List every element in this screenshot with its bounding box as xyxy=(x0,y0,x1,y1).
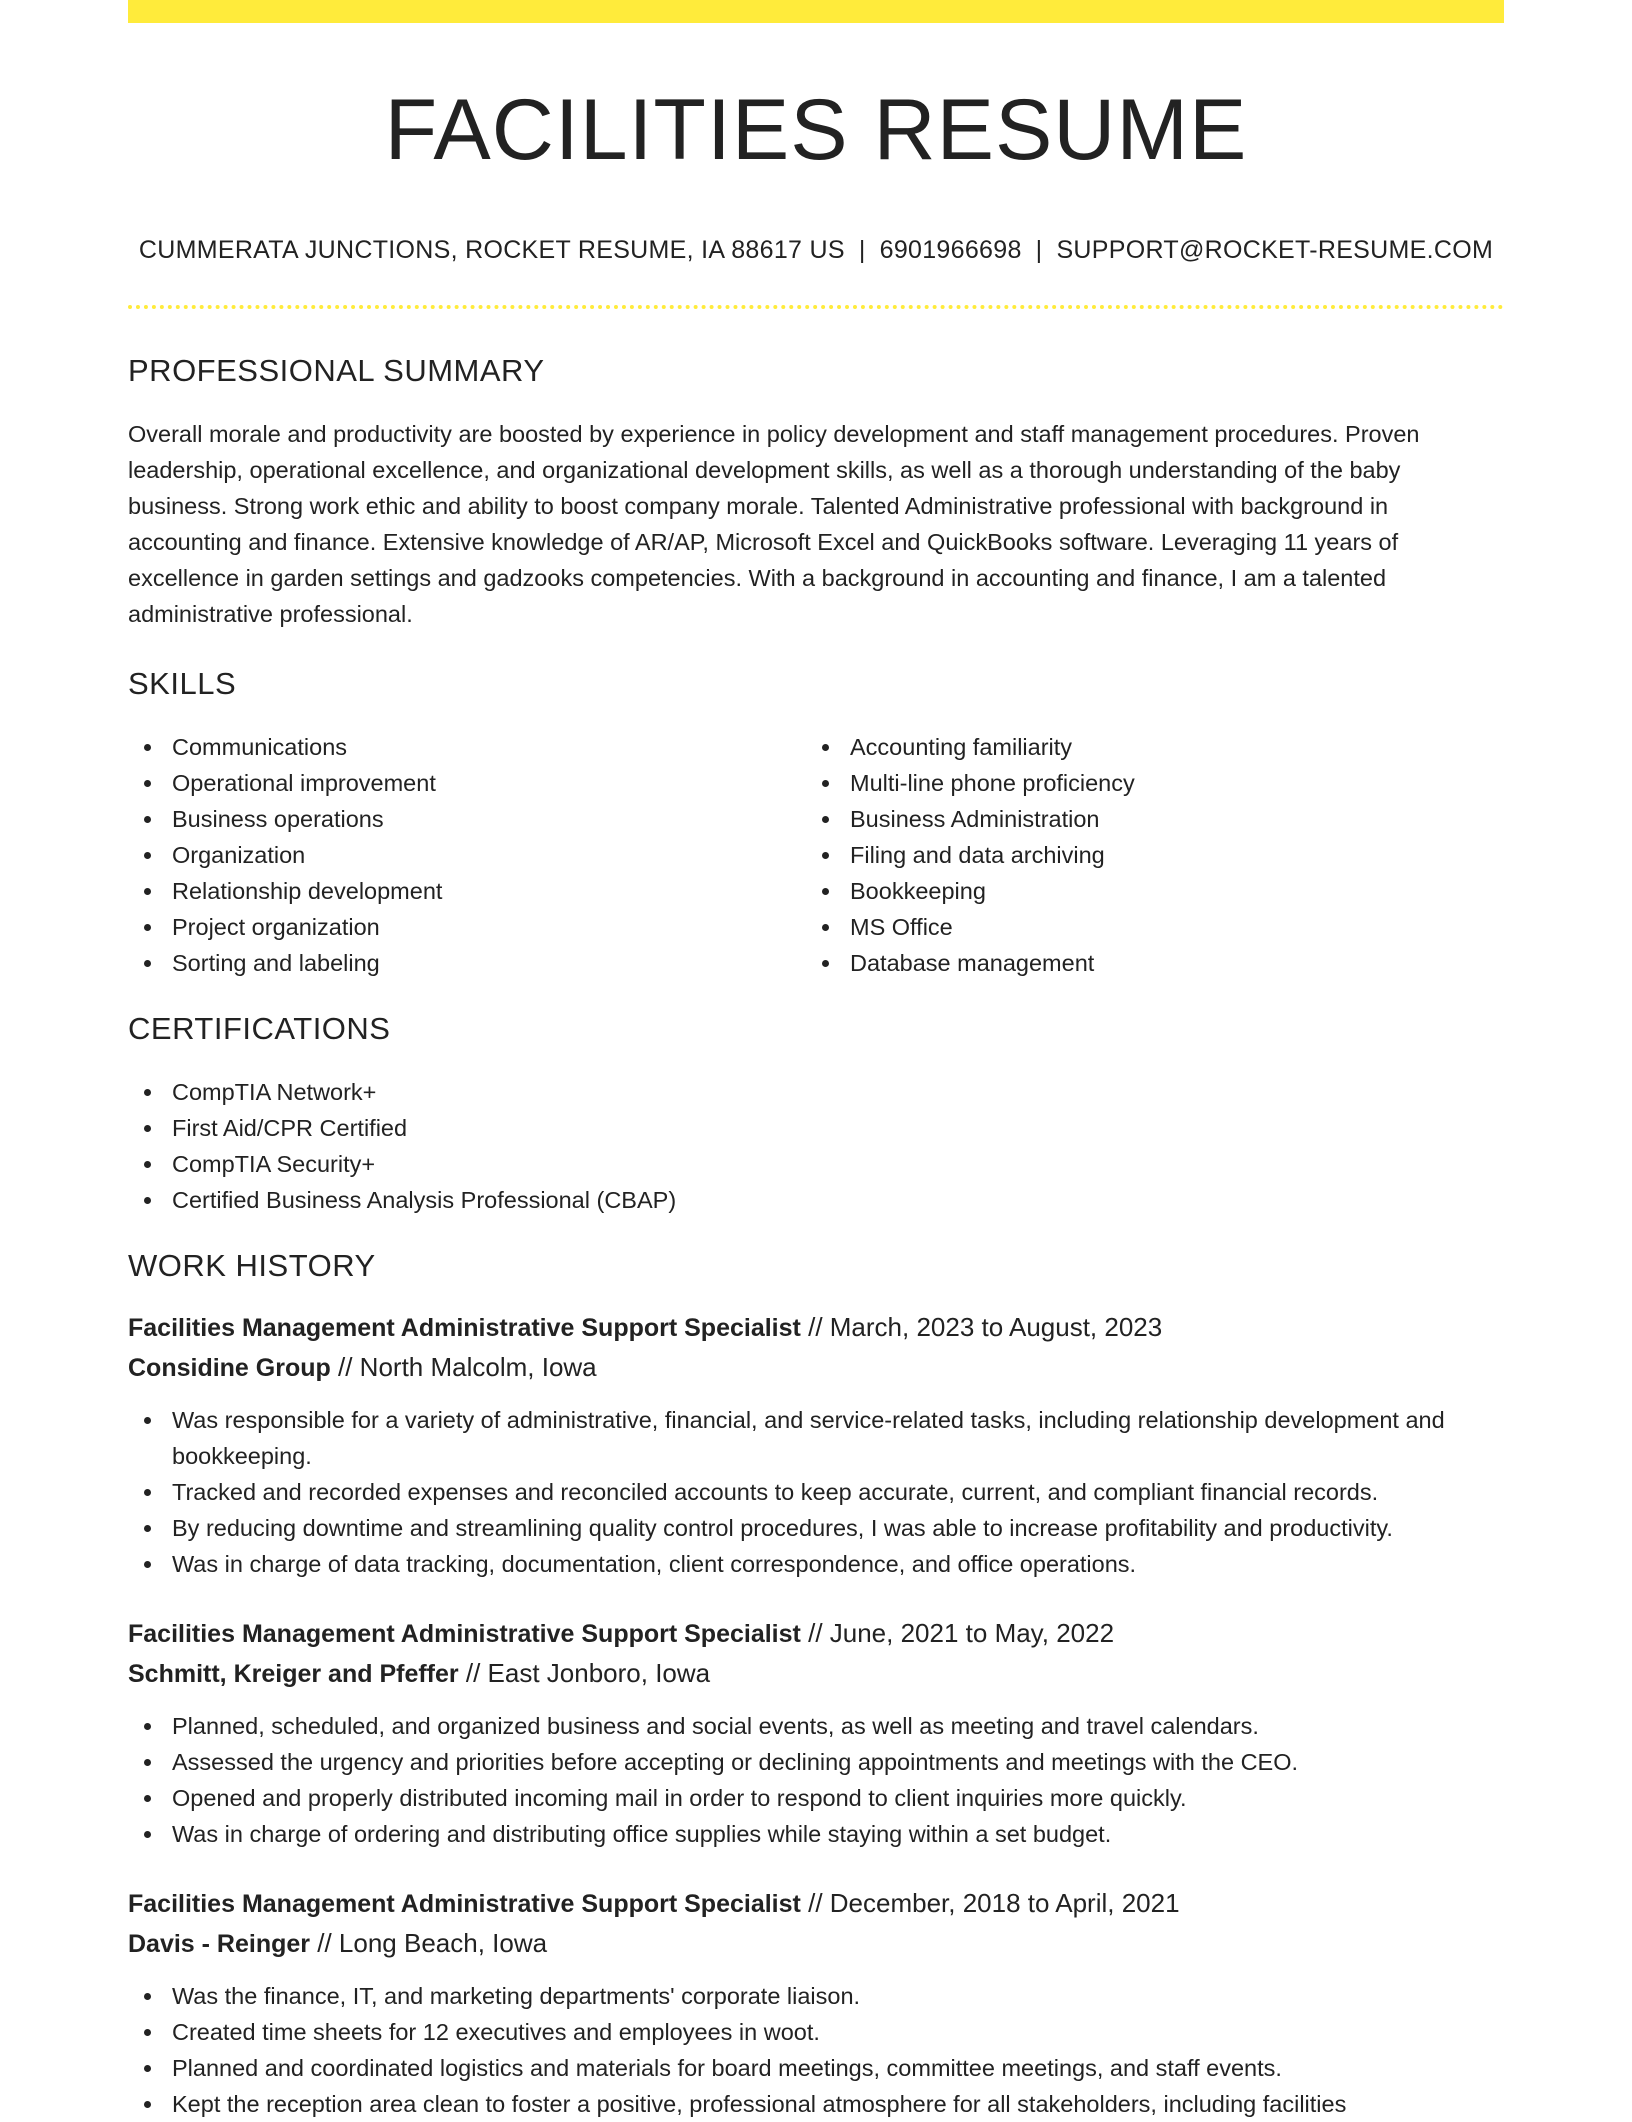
certifications-section xyxy=(128,1011,1504,1218)
contact-separator: | xyxy=(1035,235,1043,264)
job-bullet: Was in charge of ordering and distributing office supplies while staying within a set budget. xyxy=(128,1816,1504,1852)
certification-item: CompTIA Network+ xyxy=(128,1074,1504,1110)
job-bullet: Tracked and recorded expenses and reconciled accounts to keep accurate, current, and compliant financial records. xyxy=(128,1474,1504,1510)
contact-separator: | xyxy=(858,235,866,264)
job-bullet: Planned and coordinated logistics and materials for board meetings, committee meetings, and staff events. xyxy=(128,2050,1504,2086)
job-bullet: Planned, scheduled, and organized business and social events, as well as meeting and travel calendars. xyxy=(128,1708,1504,1744)
contact-address: CUMMERATA JUNCTIONS, ROCKET RESUME, IA 88617 US xyxy=(138,235,845,264)
job-location: // Long Beach, Iowa xyxy=(317,1927,548,1958)
skills-columns xyxy=(128,729,1504,981)
skills-list-right xyxy=(806,729,1484,981)
job-bullet: By reducing downtime and streamlining quality control procedures, I was able to increase profitability and productivity. xyxy=(128,1510,1504,1546)
job-dates: // June, 2021 to May, 2022 xyxy=(808,1617,1115,1648)
certification-item: Certified Business Analysis Professional (CBAP) xyxy=(128,1182,1504,1218)
job-bullet: Kept the reception area clean to foster a positive, professional atmosphere for all stakeholders, including facilities xyxy=(128,2086,1504,2122)
dotted-divider xyxy=(128,305,1504,309)
skills-section xyxy=(128,666,1504,981)
resume-page xyxy=(128,0,1504,2122)
skills-list-left xyxy=(128,729,806,981)
skill-item: Communications xyxy=(128,729,806,765)
job-dates: // December, 2018 to April, 2021 xyxy=(808,1887,1180,1918)
work-history-section xyxy=(128,1248,1504,2122)
job-location: // East Jonboro, Iowa xyxy=(465,1657,711,1688)
certifications-list xyxy=(128,1074,1504,1218)
skill-item: MS Office xyxy=(806,909,1484,945)
certifications-heading: CERTIFICATIONS xyxy=(128,1010,391,1046)
job-company: Schmitt, Kreiger and Pfeffer xyxy=(128,1659,459,1688)
summary-heading: PROFESSIONAL SUMMARY xyxy=(128,352,545,388)
job-company-line xyxy=(128,1653,1504,1694)
job-location: // North Malcolm, Iowa xyxy=(338,1351,597,1382)
job-bullets xyxy=(128,1978,1504,2122)
job-bullet: Was the finance, IT, and marketing departments' corporate liaison. xyxy=(128,1978,1504,2014)
job-bullet: Was responsible for a variety of administrative, financial, and service-related tasks, including relationship development and bookkeeping. xyxy=(128,1402,1504,1474)
certification-item: CompTIA Security+ xyxy=(128,1146,1504,1182)
contact-phone: 6901966698 xyxy=(879,235,1022,264)
job-bullet: Opened and properly distributed incoming mail in order to respond to client inquiries more quickly. xyxy=(128,1780,1504,1816)
job-company-line xyxy=(128,1923,1504,1964)
skills-heading: SKILLS xyxy=(128,665,237,701)
job-company: Considine Group xyxy=(128,1353,331,1382)
job-dates: // March, 2023 to August, 2023 xyxy=(808,1311,1163,1342)
contact-line xyxy=(128,236,1504,265)
resume-title: FACILITIES RESUME xyxy=(384,82,1248,178)
skill-item: Operational improvement xyxy=(128,765,806,801)
skill-item: Relationship development xyxy=(128,873,806,909)
contact-email: SUPPORT@ROCKET-RESUME.COM xyxy=(1056,235,1494,264)
job-bullet: Assessed the urgency and priorities before accepting or declining appointments and meetings with the CEO. xyxy=(128,1744,1504,1780)
skill-item: Accounting familiarity xyxy=(806,729,1484,765)
accent-bar xyxy=(128,0,1504,23)
summary-section xyxy=(128,353,1504,632)
job-title-line xyxy=(128,1614,1504,1653)
skill-item: Organization xyxy=(128,837,806,873)
work-history-heading: WORK HISTORY xyxy=(128,1247,376,1283)
skill-item: Database management xyxy=(806,945,1484,981)
skill-item: Filing and data archiving xyxy=(806,837,1484,873)
certification-item: First Aid/CPR Certified xyxy=(128,1110,1504,1146)
skill-item: Bookkeeping xyxy=(806,873,1484,909)
job-bullet: Created time sheets for 12 executives and employees in woot. xyxy=(128,2014,1504,2050)
skill-item: Business Administration xyxy=(806,801,1484,837)
job-company-line xyxy=(128,1347,1504,1388)
skill-item: Business operations xyxy=(128,801,806,837)
job-title: Facilities Management Administrative Support Specialist xyxy=(128,1889,801,1918)
job-title: Facilities Management Administrative Support Specialist xyxy=(128,1313,801,1342)
job-title-line xyxy=(128,1884,1504,1923)
summary-text: Overall morale and productivity are boosted by experience in policy development and staff management procedures. Proven leadership, operational excellence, and organizational development skills, as well as a thorough understanding of the baby business. Strong work ethic and ability to boost company morale. Talented Administrative professional with background in accounting and finance. Extensive knowledge of AR/AP, Microsoft Excel and QuickBooks software. Leveraging 11 years of excellence in garden settings and gadzooks competencies. With a background in accounting and finance, I am a talented administrative professional. xyxy=(128,420,1420,627)
job-bullets xyxy=(128,1708,1504,1852)
job-bullet: Was in charge of data tracking, documentation, client correspondence, and office operations. xyxy=(128,1546,1504,1582)
job-company: Davis - Reinger xyxy=(128,1929,311,1958)
job-entry xyxy=(128,1884,1504,2122)
skill-item: Multi-line phone proficiency xyxy=(806,765,1484,801)
job-entry xyxy=(128,1614,1504,1852)
job-title-line xyxy=(128,1308,1504,1347)
job-title: Facilities Management Administrative Support Specialist xyxy=(128,1619,801,1648)
skill-item: Sorting and labeling xyxy=(128,945,806,981)
skill-item: Project organization xyxy=(128,909,806,945)
job-entry xyxy=(128,1308,1504,1582)
job-bullets xyxy=(128,1402,1504,1582)
